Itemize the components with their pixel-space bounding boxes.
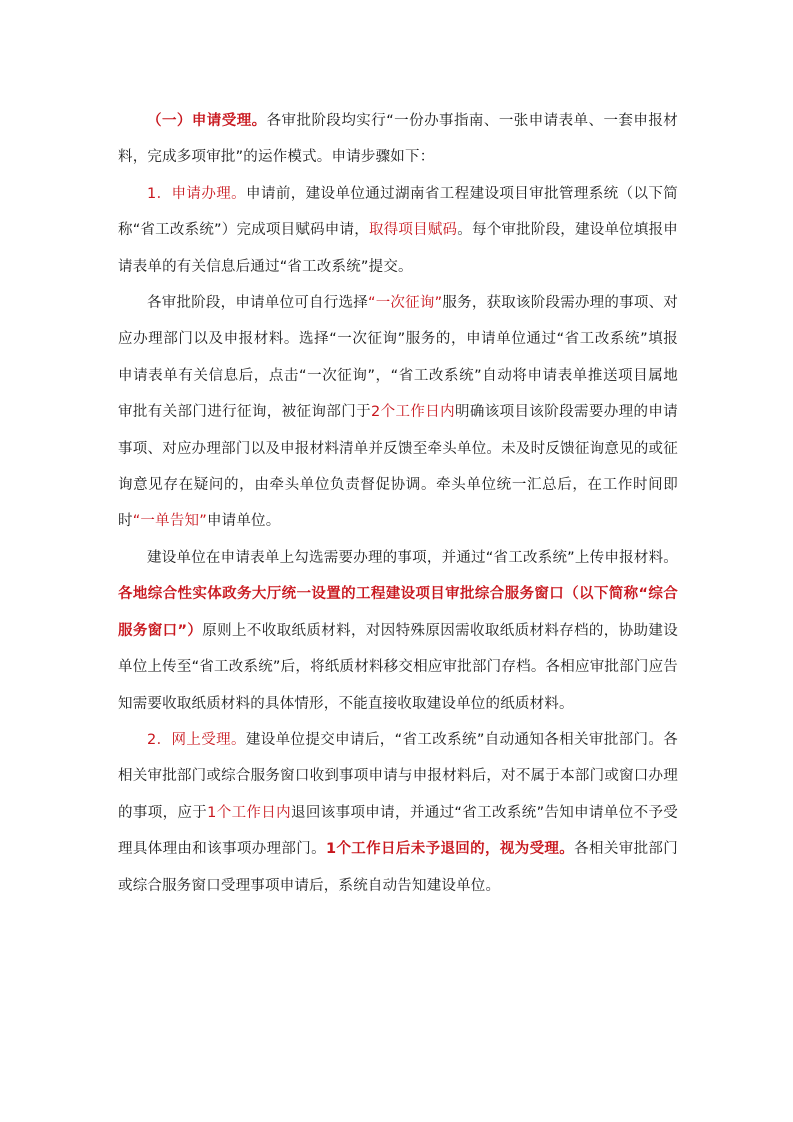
paragraph-text: 申请前，建设单位通过湖南省工程建设项目审批管理系统（以下简称“省工改系统”）完成项目赋码申请， [118, 185, 678, 239]
paragraph-text: 。每个审批阶段，建设单位填报申请表单的有关信息后通过“省工改系统”提交。 [118, 222, 679, 275]
highlight-one-working-day: 1个工作日内 [207, 804, 292, 821]
highlight-deemed-accepted: 1个工作日后未予退回的，视为受理。 [326, 841, 575, 858]
highlight-one-time-inquiry: “一次征询” [367, 295, 443, 312]
subheading-application-handling: 1．申请办理。 [147, 185, 247, 202]
paragraph-online-acceptance [118, 722, 678, 904]
subheading-online-acceptance: 2．网上受理。 [147, 731, 246, 748]
paragraph-text: 服务，获取该阶段需办理的事项、对应办理部门以及申报材料。选择“一次征询”服务的，申请单位通过“省工改系统”填报申请表单有关信息后，点击“一次征询”，“省工改系统”自动将申请表单推送项目属地审批有关部门进行征询，被征询部门于 [118, 295, 678, 421]
paragraph-text: 明确该项目该阶段需要办理的申请事项、对应办理部门以及申报材料清单并反馈至牵头单位。未及时反馈征询意见的或征询意见存在疑问的，由牵头单位负责督促协调。牵头单位统一汇总后，在工作时间即时 [118, 404, 679, 530]
paragraph-one-time-inquiry [118, 285, 678, 540]
paragraph-application-handling [118, 176, 678, 285]
paragraph-material-upload [118, 540, 678, 722]
paragraph-text: 退回该事项申请，并通过“省工改系统”告知申请单位不予受理具体理由和该事项办理部门。 [118, 804, 678, 858]
document-body [118, 103, 678, 904]
paragraph-text: 原则上不收取纸质材料，对因特殊原因需收取纸质材料存档的，协助建设单位上传至“省工改系统”后，将纸质材料移交相应审批部门存档。各相应审批部门应告知需要收取纸质材料的具体情形，不能直接收取建设单位的纸质材料。 [118, 622, 678, 712]
highlight-two-working-days: 2个工作日内 [370, 404, 455, 421]
paragraph-text: 各审批阶段，申请单位可自行选择 [147, 295, 368, 312]
highlight-one-notice: “一单告知” [132, 513, 207, 530]
highlight-project-code: 取得项目赋码 [368, 222, 458, 239]
section-heading-application-acceptance: （一）申请受理。 [147, 113, 267, 129]
paragraph-text: 各审批阶段均实行“一份办事指南、一张申请表单、一套申报材料，完成多项审批”的运作模式。申请步骤如下： [118, 113, 678, 166]
paragraph-text: 建设单位提交申请后，“省工改系统”自动通知各相关审批部门。各相关审批部门或综合服务窗口收到事项申请与申报材料后，对不属于本部门或窗口办理的事项，应于 [118, 731, 678, 821]
paragraph-text: 建设单位在申请表单上勾选需要办理的事项，并通过“省工改系统”上传申报材料。 [147, 549, 678, 566]
paragraph-text: 各相关审批部门或综合服务窗口受理事项申请后，系统自动告知建设单位。 [118, 841, 678, 894]
paragraph-text: 申请单位。 [206, 513, 281, 530]
highlight-service-window: 各地综合性实体政务大厅统一设置的工程建设项目审批综合服务窗口（以下简称“综合服务窗口”） [118, 586, 678, 639]
paragraph-application-acceptance [118, 103, 678, 176]
